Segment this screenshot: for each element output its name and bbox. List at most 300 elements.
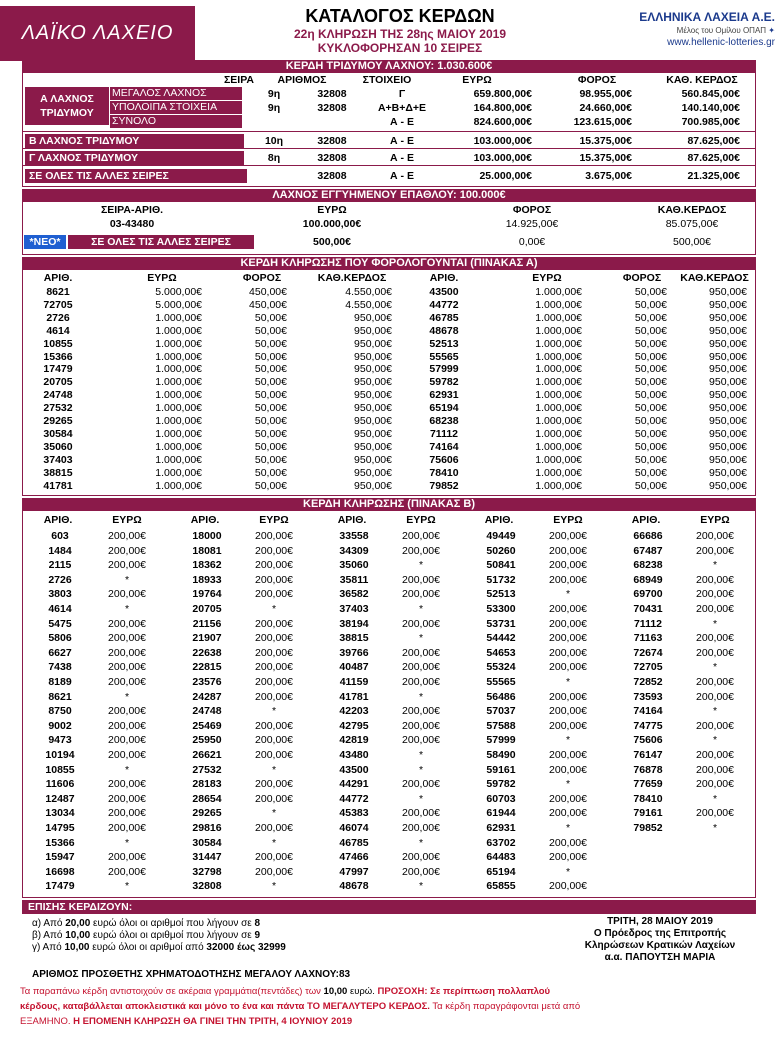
table-a-cell: 450,00€ [249, 298, 287, 311]
table-a-cell: 43500 [429, 286, 459, 298]
table-b-euro: 200,00€ [549, 544, 587, 557]
triple-row-label: Γ ΛΑΧΝΟΣ ΤΡΙΔΥΜΟΥ [25, 151, 244, 165]
triple-row-label: ΥΠΟΛΟΙΠΑ ΣΤΟΙΧΕΙΑ [110, 101, 242, 114]
table-b-number: 79852 [633, 822, 663, 834]
table-a-cell: 1.000,00€ [155, 311, 202, 324]
table-b-number: 18000 [192, 530, 222, 542]
table-b-number: 25950 [192, 734, 222, 747]
table-b-number: 29816 [192, 822, 222, 834]
table-b-euro: 200,00€ [255, 632, 293, 645]
table-b-euro: * [124, 836, 130, 849]
table-b-number: 2726 [48, 573, 72, 586]
table-a-cell: 50,00€ [254, 415, 287, 427]
table-b-number: 50841 [486, 559, 516, 572]
table-b-euro: 200,00€ [696, 719, 734, 732]
table-b-euro: 200,00€ [402, 617, 440, 630]
table-b-number: 70431 [633, 603, 663, 615]
table-b-euro: 200,00€ [549, 559, 587, 572]
table-a-cell: 950,00€ [709, 415, 747, 427]
guaranteed-header: ΕΥΡΩ [317, 204, 347, 216]
table-b-euro: 200,00€ [402, 588, 440, 601]
table-a-cell: 950,00€ [709, 337, 747, 350]
table-a-cell: 1.000,00€ [535, 479, 582, 492]
table-b-number: 75606 [633, 734, 663, 747]
table-a-cell: 1.000,00€ [155, 402, 202, 415]
table-b-number: 40487 [339, 661, 369, 674]
table-b-euro: 200,00€ [549, 763, 587, 776]
table-a-cell: 50,00€ [254, 376, 287, 389]
table-b-number: 54653 [486, 646, 516, 659]
table-b-number: 18362 [192, 559, 222, 572]
table-a-cell: 50,00€ [254, 389, 287, 402]
table-b-euro: 200,00€ [108, 559, 146, 572]
table-a-cell: 1.000,00€ [155, 363, 202, 376]
table-a-cell: 1.000,00€ [155, 466, 202, 479]
table-a-cell: 50,00€ [634, 466, 667, 479]
table-b-euro: 200,00€ [255, 690, 293, 703]
table-a-cell: 1.000,00€ [155, 453, 202, 466]
triple-row-label: ΜΕΓΑΛΟΣ ΛΑΧΝΟΣ [110, 87, 242, 100]
table-b-number: 65194 [486, 865, 516, 878]
table-b-number: 8621 [48, 690, 72, 703]
table-b-euro: * [565, 588, 571, 601]
table-b-bar: ΚΕΡΔΗ ΚΛΗΡΩΣΗΣ (ΠΙΝΑΚΑΣ Β) [22, 498, 756, 511]
sign-line-1: Ο Πρόεδρος της Επιτροπής [593, 928, 727, 939]
table-b-euro: 200,00€ [108, 807, 146, 820]
table-b-euro: 200,00€ [255, 646, 293, 659]
table-a-cell: 50,00€ [254, 363, 287, 376]
triple-number: 32808 [317, 152, 347, 164]
footer-note-1: Τα παραπάνω κέρδη αντιστοιχούν σε ακέραια γραμμάτια(πεντάδες) των 10,00 ευρώ. ΠΡΟΣΟΧΗ: Σε περίπτωση πολλαπλού [20, 986, 551, 997]
table-b-euro: * [565, 865, 571, 878]
table-b-number: 18081 [192, 544, 222, 557]
table-b-euro: 200,00€ [108, 617, 146, 630]
triple-header: ΑΡΙΘΜΟΣ [277, 74, 327, 86]
guaranteed-header: ΦΟΡΟΣ [512, 204, 552, 216]
divider [22, 131, 756, 132]
table-a-cell: 950,00€ [709, 427, 747, 440]
table-a-cell: 950,00€ [354, 363, 392, 376]
also-line-a: α) Από 20,00 ευρώ όλοι οι αριθμοί που λήγουν σε 8 [32, 918, 261, 929]
table-a-cell: 4614 [46, 324, 70, 337]
table-a-cell: 1.000,00€ [535, 453, 582, 466]
signature-block [560, 916, 760, 964]
table-a-cell: 1.000,00€ [155, 337, 202, 350]
table-b-number: 72852 [633, 676, 663, 688]
guaranteed-number: 03-43480 [109, 218, 155, 230]
table-b-euro: * [418, 880, 424, 893]
table-b-number: 41159 [339, 676, 369, 688]
triple-net: 21.325,00€ [687, 170, 740, 182]
triple-row-label: ΣΕ ΟΛΕΣ ΤΙΣ ΑΛΛΕΣ ΣΕΙΡΕΣ [25, 169, 247, 183]
table-a-cell: 950,00€ [354, 479, 392, 492]
table-b-euro: 200,00€ [696, 588, 734, 601]
table-b [22, 511, 756, 898]
table-a-cell: 50,00€ [254, 440, 287, 453]
table-b-euro: 200,00€ [549, 807, 587, 820]
table-b-euro: * [271, 763, 277, 776]
table-a-cell: 74164 [429, 440, 459, 453]
table-a-cell: 4.550,00€ [345, 298, 392, 311]
table-a-cell: 71112 [429, 427, 459, 440]
table-b-number: 603 [51, 530, 69, 542]
table-b-number: 76147 [633, 749, 663, 761]
table-a-cell: 8621 [46, 286, 70, 298]
table-a-cell: 950,00€ [709, 298, 747, 311]
triple-table [22, 73, 756, 187]
table-b-euro: 200,00€ [402, 719, 440, 732]
table-a-header: ΑΡΙΘ. [429, 272, 459, 284]
table-b-number: 52513 [486, 588, 516, 601]
table-b-euro: * [124, 763, 130, 776]
table-b-euro: * [271, 705, 277, 718]
table-b-number: 58490 [486, 749, 516, 761]
table-a-cell: 50,00€ [254, 337, 287, 350]
table-b-number: 20705 [192, 603, 222, 615]
triple-header: ΕΥΡΩ [462, 74, 492, 86]
table-b-euro: * [712, 822, 718, 834]
table-b-euro: 200,00€ [549, 792, 587, 805]
table-b-number: 51732 [486, 573, 516, 586]
triple-header: ΦΟΡΟΣ [577, 74, 617, 86]
also-line-b: β) Από 10,00 ευρώ όλοι οι αριθμοί που λήγουν σε 9 [32, 930, 261, 941]
table-b-header: ΕΥΡΩ [700, 514, 730, 526]
table-a-cell: 29265 [43, 415, 73, 427]
table-b-header: ΑΡΙΘ. [190, 514, 220, 526]
table-b-euro: 200,00€ [696, 544, 734, 557]
table-a-cell: 50,00€ [634, 350, 667, 363]
table-b-number: 71112 [633, 617, 663, 630]
table-b-number: 8750 [48, 705, 72, 718]
table-b-euro: 200,00€ [255, 544, 293, 557]
sign-date: ΤΡΙΤΗ, 28 ΜΑΙΟΥ 2019 [607, 916, 713, 927]
table-b-number: 36582 [339, 588, 369, 601]
table-b-euro: 200,00€ [108, 865, 146, 878]
table-b-euro: 200,00€ [108, 851, 146, 864]
table-a-cell: 950,00€ [354, 466, 392, 479]
table-b-euro: * [565, 822, 571, 834]
table-b-number: 23576 [192, 676, 222, 688]
brand-name: ΕΛΛΗΝΙΚΑ ΛΑΧΕΙΑ Α.Ε. [639, 10, 775, 24]
table-b-number: 57999 [486, 734, 516, 747]
table-b-number: 67487 [633, 544, 663, 557]
table-b-number: 9473 [48, 734, 72, 747]
table-a-cell: 950,00€ [709, 402, 747, 415]
table-b-number: 21907 [192, 632, 222, 645]
table-b-number: 26621 [192, 749, 222, 761]
table-b-number: 72705 [633, 661, 663, 674]
table-b-number: 14795 [45, 822, 75, 834]
table-a-cell: 1.000,00€ [535, 440, 582, 453]
table-a-cell: 950,00€ [354, 389, 392, 402]
table-b-euro: * [418, 836, 424, 849]
table-b-euro: 200,00€ [696, 646, 734, 659]
table-a-cell: 1.000,00€ [535, 466, 582, 479]
table-b-euro: 200,00€ [255, 661, 293, 674]
table-a-cell: 950,00€ [354, 350, 392, 363]
table-b-euro: * [124, 690, 130, 703]
triple-net: 700.985,00€ [681, 116, 740, 128]
table-b-number: 22638 [192, 646, 222, 659]
table-b-euro: 200,00€ [696, 807, 734, 820]
table-b-euro: 200,00€ [255, 676, 293, 688]
table-b-number: 49449 [486, 530, 516, 542]
table-b-number: 56486 [486, 690, 516, 703]
sign-line-2: Κληρώσεων Κρατικών Λαχείων [584, 940, 736, 951]
table-a-cell: 950,00€ [354, 337, 392, 350]
table-b-number: 44291 [339, 778, 369, 791]
table-a [22, 270, 756, 496]
triple-net: 560.845,00€ [681, 88, 740, 100]
table-a-cell: 1.000,00€ [535, 389, 582, 402]
new-badge: *ΝΕΟ* [24, 235, 66, 249]
triple-number: 32808 [317, 88, 347, 100]
table-b-number: 57037 [486, 705, 516, 718]
table-a-cell: 1.000,00€ [155, 324, 202, 337]
triple-series: 9η [267, 102, 281, 114]
table-a-cell: 950,00€ [354, 415, 392, 427]
table-a-cell: 44772 [429, 298, 459, 311]
table-b-euro: 200,00€ [108, 544, 146, 557]
table-a-cell: 950,00€ [709, 466, 747, 479]
table-b-euro: 200,00€ [549, 851, 587, 864]
table-b-euro: 200,00€ [108, 822, 146, 834]
table-a-cell: 1.000,00€ [535, 350, 582, 363]
triple-series: 8η [267, 152, 281, 164]
triple-element: Α+Β+Δ+Ε [377, 102, 427, 114]
table-a-cell: 50,00€ [634, 311, 667, 324]
table-b-number: 21156 [192, 617, 222, 630]
table-b-number: 31447 [192, 851, 222, 864]
table-b-number: 24287 [192, 690, 222, 703]
table-b-number: 60703 [486, 792, 516, 805]
table-a-header: ΕΥΡΩ [147, 272, 177, 284]
table-b-number: 66686 [633, 530, 663, 542]
table-a-cell: 50,00€ [634, 376, 667, 389]
triple-series: 9η [267, 88, 281, 100]
table-b-number: 6627 [48, 646, 72, 659]
table-b-euro: 200,00€ [108, 632, 146, 645]
table-b-number: 72674 [633, 646, 663, 659]
table-b-number: 46785 [339, 836, 369, 849]
table-a-cell: 17479 [43, 363, 73, 376]
table-a-cell: 950,00€ [709, 311, 747, 324]
triple-net: 140.140,00€ [681, 102, 740, 114]
guaranteed-header: ΚΑΘ.ΚΕΡΔΟΣ [657, 204, 727, 216]
footer-notes [20, 984, 760, 1029]
table-b-euro: 200,00€ [549, 661, 587, 674]
triple-header: ΚΑΘ. ΚΕΡΔΟΣ [666, 74, 738, 86]
table-a-cell: 950,00€ [354, 453, 392, 466]
table-a-cell: 950,00€ [354, 440, 392, 453]
table-a-cell: 1.000,00€ [535, 311, 582, 324]
brand-url[interactable]: www.hellenic-lotteries.gr [667, 37, 775, 48]
triple-net: 87.625,00€ [687, 152, 740, 164]
table-b-number: 39766 [339, 646, 369, 659]
table-a-cell: 50,00€ [254, 427, 287, 440]
table-a-cell: 1.000,00€ [155, 415, 202, 427]
table-b-euro: 200,00€ [402, 807, 440, 820]
table-a-cell: 950,00€ [709, 376, 747, 389]
table-b-number: 34309 [339, 544, 369, 557]
table-b-number: 35060 [339, 559, 369, 572]
guaranteed-header: ΣΕΙΡΑ-ΑΡΙΘ. [100, 204, 164, 216]
table-a-cell: 50,00€ [634, 298, 667, 311]
table-b-euro: 200,00€ [402, 646, 440, 659]
table-b-euro: * [271, 603, 277, 615]
table-b-euro: * [565, 734, 571, 747]
guaranteed-other-net: 500,00€ [673, 236, 711, 248]
table-b-euro: * [565, 676, 571, 688]
table-b-number: 11606 [45, 778, 75, 791]
table-b-number: 61944 [486, 807, 516, 820]
table-a-cell: 55565 [429, 350, 459, 363]
table-b-euro: 200,00€ [255, 792, 293, 805]
table-b-number: 59161 [486, 763, 516, 776]
table-b-number: 2115 [48, 559, 72, 572]
triple-euro: 25.000,00€ [479, 170, 532, 182]
table-b-number: 76878 [633, 763, 663, 776]
table-b-euro: 200,00€ [549, 603, 587, 615]
table-b-euro: * [418, 559, 424, 572]
table-b-euro: * [712, 705, 718, 718]
table-a-cell: 1.000,00€ [155, 440, 202, 453]
triple-element: Γ [398, 88, 406, 100]
table-b-euro: * [418, 763, 424, 776]
table-a-cell: 79852 [429, 479, 459, 492]
table-b-euro: * [271, 880, 277, 893]
table-a-cell: 35060 [43, 440, 73, 453]
table-a-cell: 50,00€ [634, 337, 667, 350]
table-b-euro: 200,00€ [255, 749, 293, 761]
draw-info: 22η ΚΛΗΡΩΣΗ ΤΗΣ 28ης ΜΑΙΟΥ 2019 [294, 27, 506, 41]
table-a-cell: 50,00€ [254, 453, 287, 466]
also-win-list [32, 918, 432, 954]
table-b-number: 30584 [192, 836, 222, 849]
table-b-number: 53300 [486, 603, 516, 615]
triple-row-label: Β ΛΑΧΝΟΣ ΤΡΙΔΥΜΟΥ [25, 134, 244, 148]
opap-icon: ✦ [768, 26, 775, 35]
table-a-cell: 50,00€ [634, 389, 667, 402]
table-b-number: 65855 [486, 880, 516, 893]
table-b-header: ΑΡΙΘ. [631, 514, 661, 526]
table-b-euro: * [124, 603, 130, 615]
triple-euro: 103.000,00€ [473, 152, 532, 164]
table-b-number: 48678 [339, 880, 369, 893]
table-b-number: 63702 [486, 836, 516, 849]
table-b-number: 5475 [48, 617, 72, 630]
table-b-euro: 200,00€ [255, 778, 293, 791]
table-b-number: 29265 [192, 807, 222, 820]
table-b-euro: 200,00€ [549, 530, 587, 542]
table-b-euro: 200,00€ [255, 573, 293, 586]
divider [22, 165, 756, 166]
table-b-number: 33558 [339, 530, 369, 542]
table-a-cell: 1.000,00€ [535, 402, 582, 415]
table-a-cell: 46785 [429, 311, 459, 324]
table-b-euro: 200,00€ [402, 851, 440, 864]
table-b-number: 28183 [192, 778, 222, 791]
table-b-number: 17479 [45, 880, 75, 893]
table-a-cell: 27532 [43, 402, 73, 415]
table-b-number: 32798 [192, 865, 222, 878]
table-b-number: 3803 [48, 588, 72, 601]
table-b-euro: * [124, 573, 130, 586]
table-b-header: ΑΡΙΘ. [337, 514, 367, 526]
table-a-cell: 72705 [43, 298, 73, 311]
table-a-cell: 50,00€ [634, 453, 667, 466]
table-b-euro: 200,00€ [402, 573, 440, 586]
table-a-cell: 57999 [429, 363, 459, 376]
table-b-euro: * [418, 792, 424, 805]
table-a-cell: 950,00€ [709, 363, 747, 376]
table-b-number: 41781 [339, 690, 369, 703]
table-a-cell: 48678 [429, 324, 459, 337]
table-b-number: 73593 [633, 690, 663, 703]
table-a-header: ΚΑΘ.ΚΕΡΔΟΣ [317, 272, 387, 284]
triple-euro: 659.800,00€ [473, 88, 532, 100]
table-a-cell: 65194 [429, 402, 459, 415]
table-a-cell: 50,00€ [634, 415, 667, 427]
table-b-number: 43480 [339, 749, 369, 761]
table-a-cell: 1.000,00€ [535, 363, 582, 376]
table-b-euro: * [712, 661, 718, 674]
table-b-number: 68238 [633, 559, 663, 572]
table-a-cell: 50,00€ [254, 324, 287, 337]
table-b-number: 10855 [45, 763, 75, 776]
table-b-number: 69700 [633, 588, 663, 601]
table-b-header: ΕΥΡΩ [553, 514, 583, 526]
table-b-number: 5806 [48, 632, 72, 645]
table-a-cell: 52513 [429, 337, 459, 350]
table-b-euro: 200,00€ [402, 530, 440, 542]
table-b-euro: * [418, 690, 424, 703]
table-b-euro: * [124, 880, 130, 893]
table-b-euro: 200,00€ [108, 661, 146, 674]
table-a-cell: 50,00€ [254, 402, 287, 415]
guaranteed-other-tax: 0,00€ [518, 236, 546, 248]
table-b-euro: * [271, 836, 277, 849]
table-a-cell: 50,00€ [254, 311, 287, 324]
table-b-euro: 200,00€ [696, 778, 734, 791]
table-b-euro: 200,00€ [402, 676, 440, 688]
table-b-number: 7438 [48, 661, 72, 674]
table-b-euro: * [712, 617, 718, 630]
table-b-euro: 200,00€ [255, 530, 293, 542]
extra-funding: ΑΡΙΘΜΟΣ ΠΡΟΣΘΕΤΗΣ ΧΡΗΜΑΤΟΔΟΤΗΣΗΣ ΜΕΓΑΛΟΥ ΛΑΧΝΟΥ:83 [32, 969, 351, 980]
table-a-cell: 1.000,00€ [535, 298, 582, 311]
table-b-number: 74775 [633, 719, 663, 732]
footer-note-2: κέρδους, καταβάλλεται αποκλειστικά και μόνο το ένα και πάντα ΤΟ ΜΕΓΑΛΥΤΕΡΟ ΚΕΡΔΟΣ. Τα κέρδη παραγράφονται μετά από [20, 1001, 581, 1012]
table-b-euro: * [418, 603, 424, 615]
table-b-number: 4614 [48, 603, 72, 615]
table-a-cell: 1.000,00€ [155, 427, 202, 440]
table-b-number: 62931 [486, 822, 516, 834]
divider [22, 148, 756, 149]
table-a-cell: 1.000,00€ [535, 324, 582, 337]
triple-tax: 98.955,00€ [579, 88, 632, 100]
triple-number: 32808 [317, 135, 347, 147]
table-a-cell: 50,00€ [634, 286, 667, 298]
brand-sub: Μέλος του Ομίλου ΟΠΑΠ ✦ [676, 26, 775, 35]
also-line-c: γ) Από 10,00 ευρώ όλοι οι αριθμοί από 32000 έως 32999 [32, 942, 286, 953]
table-b-euro: * [418, 632, 424, 645]
table-b-number: 47997 [339, 865, 369, 878]
table-b-euro: 200,00€ [402, 865, 440, 878]
table-a-cell: 5.000,00€ [155, 286, 202, 298]
table-b-number: 10194 [45, 749, 75, 761]
table-b-number: 68949 [633, 573, 663, 586]
